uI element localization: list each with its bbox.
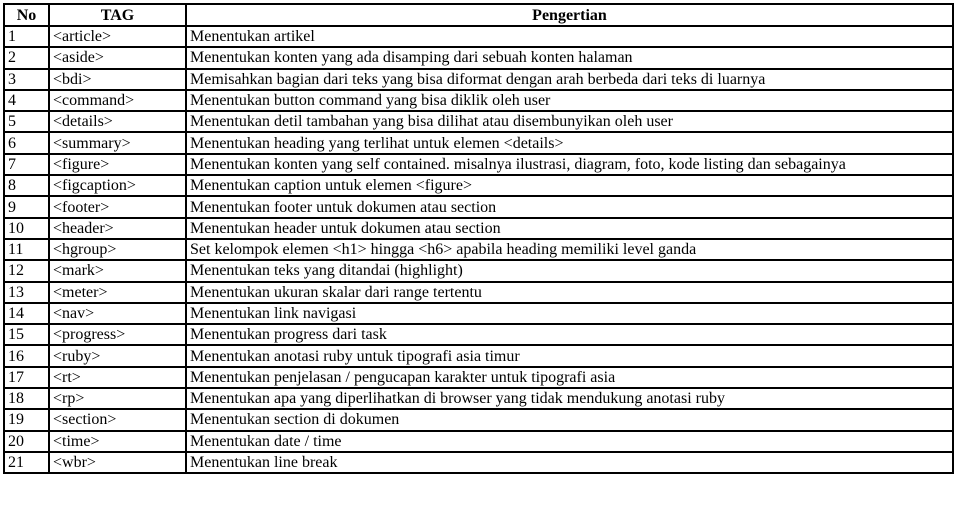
- cell-pengertian: Menentukan link navigasi: [186, 303, 953, 324]
- cell-no: 13: [4, 282, 49, 303]
- html5-tags-table: [3, 3, 954, 474]
- cell-no: 19: [4, 409, 49, 430]
- cell-pengertian: Menentukan progress dari task: [186, 324, 953, 345]
- cell-pengertian: Menentukan date / time: [186, 431, 953, 452]
- table-row: [4, 26, 953, 47]
- cell-no: 11: [4, 239, 49, 260]
- table-row: [4, 69, 953, 90]
- cell-no: 4: [4, 90, 49, 111]
- cell-pengertian: Menentukan apa yang diperlihatkan di browser yang tidak mendukung anotasi ruby: [186, 388, 953, 409]
- table-row: [4, 111, 953, 132]
- cell-pengertian: Menentukan detil tambahan yang bisa dilihat atau disembunyikan oleh user: [186, 111, 953, 132]
- table-row: [4, 431, 953, 452]
- cell-pengertian: Menentukan konten yang ada disamping dari sebuah konten halaman: [186, 47, 953, 68]
- cell-tag: <bdi>: [49, 69, 186, 90]
- cell-pengertian: Menentukan caption untuk elemen <figure>: [186, 175, 953, 196]
- cell-no: 12: [4, 260, 49, 281]
- cell-tag: <mark>: [49, 260, 186, 281]
- table-row: [4, 409, 953, 430]
- cell-pengertian: Menentukan artikel: [186, 26, 953, 47]
- cell-tag: <details>: [49, 111, 186, 132]
- table-row: [4, 218, 953, 239]
- cell-tag: <ruby>: [49, 345, 186, 366]
- table-row: [4, 175, 953, 196]
- cell-no: 9: [4, 196, 49, 217]
- cell-no: 10: [4, 218, 49, 239]
- cell-no: 8: [4, 175, 49, 196]
- cell-pengertian: Menentukan line break: [186, 452, 953, 473]
- cell-pengertian: Set kelompok elemen <h1> hingga <h6> apabila heading memiliki level ganda: [186, 239, 953, 260]
- table-row: [4, 345, 953, 366]
- cell-no: 14: [4, 303, 49, 324]
- cell-pengertian: Menentukan anotasi ruby untuk tipografi asia timur: [186, 345, 953, 366]
- cell-pengertian: Menentukan ukuran skalar dari range tertentu: [186, 282, 953, 303]
- cell-tag: <header>: [49, 218, 186, 239]
- cell-tag: <rp>: [49, 388, 186, 409]
- cell-tag: <aside>: [49, 47, 186, 68]
- table-row: [4, 324, 953, 345]
- cell-tag: <article>: [49, 26, 186, 47]
- cell-no: 18: [4, 388, 49, 409]
- cell-no: 7: [4, 154, 49, 175]
- table-row: [4, 154, 953, 175]
- cell-pengertian: Menentukan konten yang self contained. misalnya ilustrasi, diagram, foto, kode listing dan sebagainya: [186, 154, 953, 175]
- cell-no: 16: [4, 345, 49, 366]
- cell-pengertian: Menentukan button command yang bisa diklik oleh user: [186, 90, 953, 111]
- cell-no: 15: [4, 324, 49, 345]
- cell-tag: <footer>: [49, 196, 186, 217]
- table-row: [4, 367, 953, 388]
- cell-no: 20: [4, 431, 49, 452]
- cell-tag: <progress>: [49, 324, 186, 345]
- cell-tag: <figure>: [49, 154, 186, 175]
- table-row: [4, 282, 953, 303]
- cell-tag: <command>: [49, 90, 186, 111]
- table-row: [4, 47, 953, 68]
- table-row: [4, 90, 953, 111]
- cell-tag: <rt>: [49, 367, 186, 388]
- table-row: [4, 132, 953, 153]
- cell-tag: <nav>: [49, 303, 186, 324]
- cell-no: 17: [4, 367, 49, 388]
- header-no: No: [4, 4, 49, 26]
- cell-no: 2: [4, 47, 49, 68]
- table-row: [4, 196, 953, 217]
- cell-no: 3: [4, 69, 49, 90]
- table-row: [4, 452, 953, 473]
- cell-no: 6: [4, 132, 49, 153]
- table-row: [4, 303, 953, 324]
- cell-tag: <hgroup>: [49, 239, 186, 260]
- cell-no: 1: [4, 26, 49, 47]
- cell-pengertian: Menentukan teks yang ditandai (highlight): [186, 260, 953, 281]
- cell-no: 21: [4, 452, 49, 473]
- cell-pengertian: Menentukan header untuk dokumen atau section: [186, 218, 953, 239]
- header-tag: TAG: [49, 4, 186, 26]
- cell-tag: <summary>: [49, 132, 186, 153]
- header-row: [4, 4, 953, 26]
- table-row: [4, 260, 953, 281]
- cell-pengertian: Memisahkan bagian dari teks yang bisa diformat dengan arah berbeda dari teks di luarnya: [186, 69, 953, 90]
- table-row: [4, 239, 953, 260]
- cell-tag: <figcaption>: [49, 175, 186, 196]
- cell-tag: <section>: [49, 409, 186, 430]
- cell-tag: <wbr>: [49, 452, 186, 473]
- cell-tag: <meter>: [49, 282, 186, 303]
- header-pengertian: Pengertian: [186, 4, 953, 26]
- cell-no: 5: [4, 111, 49, 132]
- cell-tag: <time>: [49, 431, 186, 452]
- cell-pengertian: Menentukan penjelasan / pengucapan karakter untuk tipografi asia: [186, 367, 953, 388]
- cell-pengertian: Menentukan footer untuk dokumen atau section: [186, 196, 953, 217]
- cell-pengertian: Menentukan section di dokumen: [186, 409, 953, 430]
- cell-pengertian: Menentukan heading yang terlihat untuk elemen <details>: [186, 132, 953, 153]
- table-row: [4, 388, 953, 409]
